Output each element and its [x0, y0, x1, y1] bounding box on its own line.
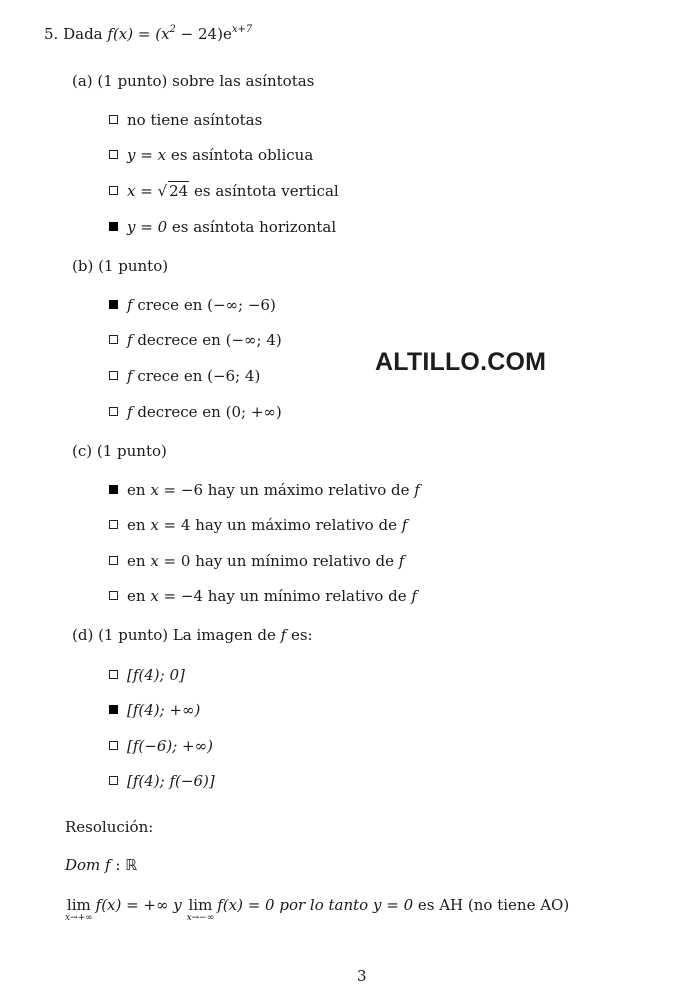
- checkbox-empty-icon[interactable]: [109, 591, 118, 600]
- part-a-option-1[interactable]: no tiene asíntotas: [109, 111, 262, 129]
- part-a-label: (a) (1 punto) sobre las asíntotas: [72, 72, 315, 90]
- part-c-option-2[interactable]: en x = 4 hay un máximo relativo de f: [109, 516, 407, 534]
- function-definition: $f(x) = (x^2 - 24)e^{x+7}$: [107, 24, 253, 43]
- part-c-option-4[interactable]: en x = −4 hay un mínimo relativo de f: [109, 587, 417, 605]
- limit-2: lim x→−∞: [186, 896, 215, 923]
- part-a-option-2[interactable]: y = x es asíntota oblicua: [109, 146, 313, 164]
- part-d-option-1[interactable]: [f(4); 0]: [109, 666, 185, 684]
- problem-number: 5.: [44, 25, 59, 43]
- page-number: 3: [357, 967, 367, 985]
- part-a-option-3[interactable]: x = √ 24 es asíntota vertical: [109, 181, 339, 200]
- problem-intro: Dada: [63, 25, 103, 43]
- part-d-option-3[interactable]: [f(−6); +∞): [109, 737, 213, 755]
- checkbox-empty-icon[interactable]: [109, 335, 118, 344]
- part-d-option-4[interactable]: [f(4); f(−6)]: [109, 772, 215, 790]
- checkbox-filled-icon[interactable]: [109, 705, 118, 714]
- part-a-option-4[interactable]: y = 0 es asíntota horizontal: [109, 218, 336, 236]
- resolution-title: Resolución:: [65, 818, 154, 836]
- checkbox-empty-icon[interactable]: [109, 186, 118, 195]
- part-b-option-1[interactable]: f crece en (−∞; −6): [109, 296, 276, 314]
- part-c-label: (c) (1 punto): [72, 442, 167, 460]
- checkbox-filled-icon[interactable]: [109, 485, 118, 494]
- part-b-option-2[interactable]: f decrece en (−∞; 4): [109, 331, 282, 349]
- checkbox-empty-icon[interactable]: [109, 741, 118, 750]
- part-c-option-1[interactable]: en x = −6 hay un máximo relativo de f: [109, 481, 420, 499]
- part-b-option-3[interactable]: f crece en (−6; 4): [109, 367, 260, 385]
- domain-statement: Dom f : ℝ: [65, 856, 138, 874]
- watermark-logo: ALTILLO.COM: [375, 348, 547, 376]
- part-d-label: (d) (1 punto) La imagen de f es:: [72, 626, 313, 644]
- limits-statement: lim x→+∞ f(x) = +∞ y lim x→−∞ f(x) = 0 por lo tanto y = 0 es AH (no tiene AO): [65, 896, 570, 923]
- checkbox-empty-icon[interactable]: [109, 407, 118, 416]
- part-b-option-4[interactable]: f decrece en (0; +∞): [109, 403, 282, 421]
- square-root-icon: √: [157, 182, 168, 200]
- checkbox-filled-icon[interactable]: [109, 222, 118, 231]
- checkbox-empty-icon[interactable]: [109, 776, 118, 785]
- problem-statement: [44, 25, 252, 43]
- limit-1: lim x→+∞: [65, 896, 93, 923]
- part-d-option-2[interactable]: [f(4); +∞): [109, 701, 200, 719]
- checkbox-empty-icon[interactable]: [109, 556, 118, 565]
- checkbox-empty-icon[interactable]: [109, 670, 118, 679]
- checkbox-empty-icon[interactable]: [109, 150, 118, 159]
- checkbox-empty-icon[interactable]: [109, 115, 118, 124]
- checkbox-filled-icon[interactable]: [109, 300, 118, 309]
- part-b-label: (b) (1 punto): [72, 257, 169, 275]
- checkbox-empty-icon[interactable]: [109, 520, 118, 529]
- part-c-option-3[interactable]: en x = 0 hay un mínimo relativo de f: [109, 552, 404, 570]
- checkbox-empty-icon[interactable]: [109, 371, 118, 380]
